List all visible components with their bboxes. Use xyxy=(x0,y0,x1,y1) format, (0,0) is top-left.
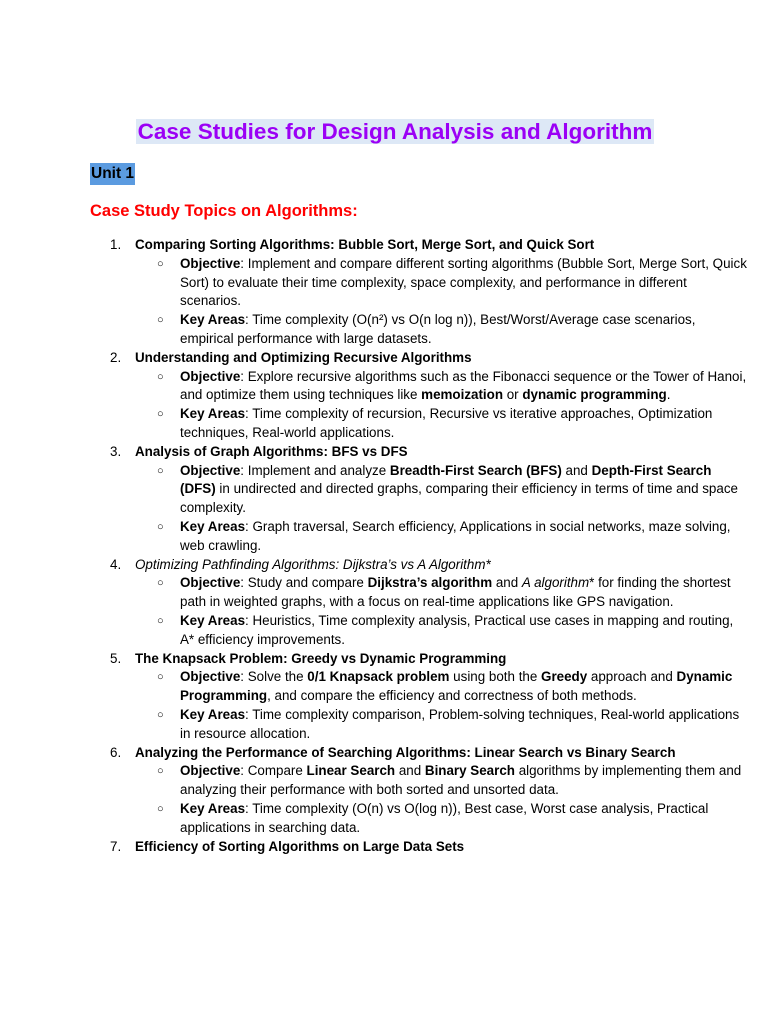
topic-title: Understanding and Optimizing Recursive Algorithms xyxy=(135,349,472,365)
topic-details xyxy=(135,462,750,556)
topic-title: Optimizing Pathfinding Algorithms: Dijkstra’s vs A Algorithm* xyxy=(135,556,491,572)
topic-number: 7. xyxy=(110,838,122,854)
objective-text: : Implement and analyze xyxy=(240,462,390,478)
objective-emphasis: Dynamic Programming xyxy=(180,669,733,704)
objective-label: Objective xyxy=(180,462,241,478)
topic-item xyxy=(90,349,750,443)
key-areas-item xyxy=(135,612,750,650)
section-heading: Case Study Topics on Algorithms: xyxy=(90,202,358,220)
hollow-circle-bullet-icon: ○ xyxy=(157,765,164,778)
topic-number: 6. xyxy=(110,744,122,760)
objective-emphasis: 0/1 Knapsack problem xyxy=(307,669,450,685)
objective-emphasis: Dijkstra’s algorithm xyxy=(367,575,493,591)
key-areas-item xyxy=(135,706,750,744)
topic-number: 4. xyxy=(110,556,122,572)
objective-label: Objective xyxy=(180,255,241,271)
objective-label: Objective xyxy=(180,669,241,685)
objective-text: * for finding the shortest path in weighted graphs, with a focus on real-time applications like GPS navigation. xyxy=(180,575,731,610)
objective-item xyxy=(135,762,750,800)
objective-emphasis: Binary Search xyxy=(424,763,515,779)
page-title xyxy=(0,110,768,147)
objective-text: : Implement and compare different sorting algorithms (Bubble Sort, Merge Sort, Quick Sort) to evaluate their time complexity, space complexity, and performance in different scenarios. xyxy=(180,255,747,309)
topic-number: 1. xyxy=(110,237,122,252)
topic-title: Analysis of Graph Algorithms: BFS vs DFS xyxy=(135,443,408,459)
key-areas-text: : Heuristics, Time complexity analysis, Practical use cases in mapping and routing, A* efficiency improvements. xyxy=(180,612,734,647)
topic-item xyxy=(90,443,750,556)
key-areas-text: : Time complexity comparison, Problem-solving techniques, Real-world applications in resource allocation. xyxy=(180,706,740,741)
topic-title: Comparing Sorting Algorithms: Bubble Sort, Merge Sort, and Quick Sort xyxy=(135,237,595,252)
topic-title: Analyzing the Performance of Searching Algorithms: Linear Search vs Binary Search xyxy=(135,744,676,760)
objective-text: , and compare the efficiency and correctness of both methods. xyxy=(267,688,637,704)
topic-item xyxy=(90,744,750,838)
hollow-circle-bullet-icon: ○ xyxy=(157,314,164,327)
objective-emphasis: dynamic programming xyxy=(522,387,667,403)
objective-item xyxy=(135,368,750,406)
objective-text: : Compare xyxy=(240,763,307,779)
topic-list xyxy=(90,236,750,856)
objective-emphasis: Greedy xyxy=(541,669,588,685)
objective-emphasis: A algorithm xyxy=(521,575,590,591)
objective-emphasis: Breadth-First Search (BFS) xyxy=(389,462,562,478)
objective-text: in undirected and directed graphs, comparing their efficiency in terms of time and space complexity. xyxy=(180,481,738,516)
topic-item xyxy=(90,556,750,650)
topic-details xyxy=(135,255,750,349)
objective-text: . xyxy=(666,387,671,403)
unit-heading xyxy=(90,157,135,185)
key-areas-label: Key Areas xyxy=(180,406,246,422)
page-title-text: Case Studies for Design Analysis and Algorithm xyxy=(137,119,653,144)
objective-label: Objective xyxy=(180,763,241,779)
topic-details xyxy=(135,368,750,443)
key-areas-item xyxy=(135,311,750,349)
key-areas-item xyxy=(135,800,750,838)
topic-item xyxy=(90,838,750,857)
objective-item xyxy=(135,462,750,518)
hollow-circle-bullet-icon: ○ xyxy=(157,614,164,627)
hollow-circle-bullet-icon: ○ xyxy=(157,671,164,684)
key-areas-label: Key Areas xyxy=(180,706,246,722)
objective-label: Objective xyxy=(180,575,241,591)
key-areas-text: : Time complexity (O(n) vs O(log n)), Best case, Worst case analysis, Practical applications in searching data. xyxy=(180,800,709,835)
key-areas-label: Key Areas xyxy=(180,518,246,534)
objective-item xyxy=(135,668,750,706)
topic-item xyxy=(90,236,750,349)
objective-item xyxy=(135,255,750,311)
hollow-circle-bullet-icon: ○ xyxy=(157,802,164,815)
topic-number: 2. xyxy=(110,349,122,365)
key-areas-text: : Time complexity (O(n²) vs O(n log n)), Best/Worst/Average case scenarios, empirical performance with large datasets. xyxy=(180,312,696,346)
objective-text: and xyxy=(395,763,425,779)
objective-text: or xyxy=(503,387,523,403)
objective-text: approach and xyxy=(587,669,677,685)
objective-text: : Explore recursive algorithms such as the Fibonacci sequence or the Tower of Hanoi, and optimize them using techniques like xyxy=(180,368,747,403)
key-areas-text: : Graph traversal, Search efficiency, Applications in social networks, maze solving, web crawling. xyxy=(180,518,731,553)
hollow-circle-bullet-icon: ○ xyxy=(157,408,164,421)
hollow-circle-bullet-icon: ○ xyxy=(157,370,164,383)
topic-details xyxy=(135,668,750,743)
objective-item xyxy=(135,574,750,612)
hollow-circle-bullet-icon: ○ xyxy=(157,257,164,270)
hollow-circle-bullet-icon: ○ xyxy=(157,708,164,721)
key-areas-label: Key Areas xyxy=(180,612,246,628)
topic-title: The Knapsack Problem: Greedy vs Dynamic Programming xyxy=(135,650,507,666)
objective-text: : Study and compare xyxy=(240,575,368,591)
objective-text: and xyxy=(561,462,592,478)
hollow-circle-bullet-icon: ○ xyxy=(157,520,164,533)
topic-title: Efficiency of Sorting Algorithms on Large Data Sets xyxy=(135,838,465,854)
topic-details xyxy=(135,574,750,649)
key-areas-label: Key Areas xyxy=(180,312,246,328)
objective-text: algorithms by implementing them and analyzing their performance with both sorted and unsorted data. xyxy=(180,763,742,798)
key-areas-text: : Time complexity of recursion, Recursive vs iterative approaches, Optimization techniques, Real-world applications. xyxy=(180,406,713,440)
objective-emphasis: memoization xyxy=(421,387,504,403)
topic-number: 5. xyxy=(110,650,122,666)
hollow-circle-bullet-icon: ○ xyxy=(157,464,164,477)
objective-text: and xyxy=(492,575,522,591)
topic-details xyxy=(135,762,750,837)
key-areas-item xyxy=(135,518,750,556)
objective-emphasis: Depth-First Search (DFS) xyxy=(180,462,712,497)
topic-number: 3. xyxy=(110,443,122,459)
objective-label: Objective xyxy=(180,368,241,384)
key-areas-label: Key Areas xyxy=(180,800,246,816)
objective-emphasis: Linear Search xyxy=(306,763,396,779)
unit-heading-text: Unit 1 xyxy=(90,163,135,185)
key-areas-item xyxy=(135,405,750,443)
objective-text: : Solve the xyxy=(240,669,308,685)
objective-text: using both the xyxy=(449,669,542,685)
topic-item xyxy=(90,650,750,744)
hollow-circle-bullet-icon: ○ xyxy=(157,577,164,590)
